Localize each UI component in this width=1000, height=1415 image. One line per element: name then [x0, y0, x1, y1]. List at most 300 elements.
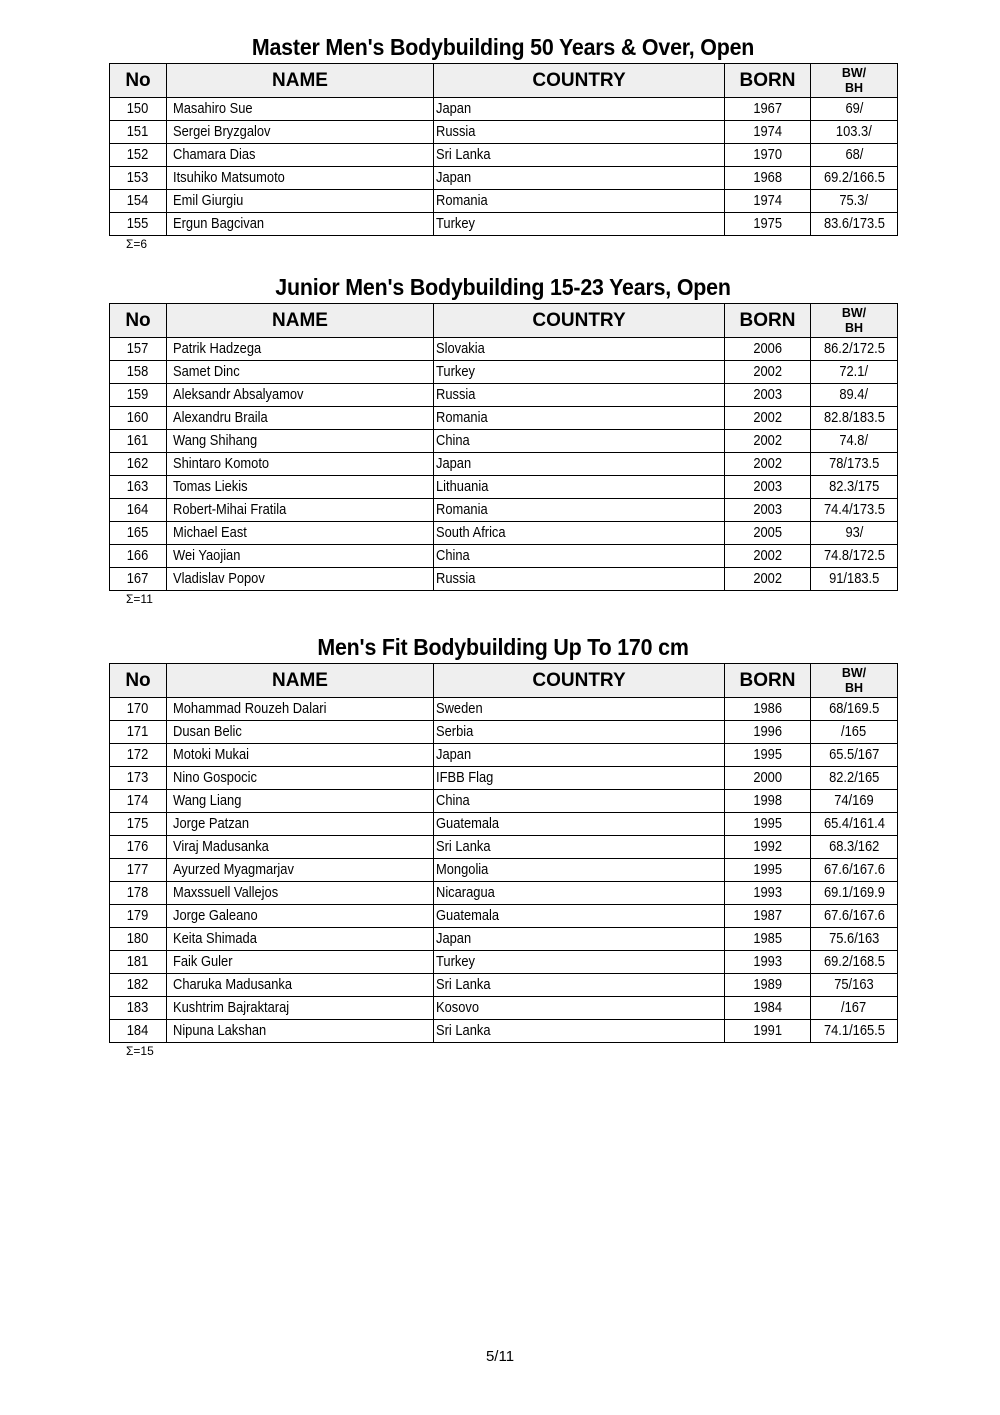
cell-country-text: Mongolia — [436, 861, 489, 878]
cell-name-text: Jorge Galeano — [173, 907, 258, 924]
cell-born-text: 1987 — [753, 907, 782, 924]
cell-name — [167, 121, 434, 144]
cell-born — [725, 522, 811, 545]
cell-no — [110, 997, 167, 1020]
cell-no — [110, 568, 167, 591]
cell-no — [110, 859, 167, 882]
cell-born-text: 1984 — [753, 999, 782, 1016]
cell-bw-bh-text: 69.1/169.9 — [823, 884, 885, 901]
cell-country-text: Romania — [436, 501, 488, 518]
cell-country — [434, 859, 725, 882]
cell-born-text: 2002 — [753, 363, 782, 380]
table-row — [110, 951, 898, 974]
cell-no-text: 153 — [127, 169, 149, 186]
cell-born — [725, 951, 811, 974]
table-row — [110, 338, 898, 361]
cell-country-text: Russia — [436, 570, 476, 587]
cell-no — [110, 338, 167, 361]
cell-bw-bh-text: 68.3/162 — [828, 838, 880, 855]
cell-no — [110, 974, 167, 997]
table-row — [110, 744, 898, 767]
table-row — [110, 407, 898, 430]
header-bh: BH — [844, 80, 864, 95]
results-table — [109, 663, 898, 1043]
cell-name-text: Tomas Liekis — [173, 478, 248, 495]
cell-born — [725, 568, 811, 591]
cell-born — [725, 545, 811, 568]
cell-no-text: 164 — [127, 501, 149, 518]
cell-name — [167, 361, 434, 384]
cell-born — [725, 384, 811, 407]
cell-no — [110, 522, 167, 545]
table-row — [110, 98, 898, 121]
cell-no-text: 180 — [127, 930, 149, 947]
cell-bw-bh — [811, 1020, 898, 1043]
cell-country-text: Sweden — [436, 700, 483, 717]
cell-bw-bh-text: 68/ — [845, 146, 863, 163]
cell-name — [167, 98, 434, 121]
table-row — [110, 813, 898, 836]
cell-country-text: Romania — [436, 192, 488, 209]
header-born: BORN — [725, 304, 811, 338]
cell-born-text: 2003 — [753, 501, 782, 518]
cell-bw-bh-text: 65.5/167 — [828, 746, 880, 763]
cell-no — [110, 476, 167, 499]
cell-country — [434, 453, 725, 476]
cell-born-text: 1991 — [753, 1022, 782, 1039]
cell-name — [167, 384, 434, 407]
header-name: NAME — [167, 64, 434, 98]
cell-born — [725, 698, 811, 721]
cell-country-text: Sri Lanka — [436, 838, 491, 855]
header-bw: BW/ — [841, 305, 867, 320]
cell-name-text: Wang Liang — [173, 792, 242, 809]
cell-bw-bh-text: 75.3/ — [839, 192, 869, 209]
cell-born — [725, 407, 811, 430]
cell-no-text: 173 — [127, 769, 149, 786]
cell-bw-bh-text: 67.6/167.6 — [823, 861, 885, 878]
cell-bw-bh-text: 75/163 — [834, 976, 874, 993]
cell-born-text: 1995 — [753, 815, 782, 832]
cell-born-text: 1986 — [753, 700, 782, 717]
cell-name-text: Sergei Bryzgalov — [173, 123, 271, 140]
cell-no-text: 162 — [127, 455, 149, 472]
cell-country-text: Guatemala — [436, 815, 500, 832]
table-row — [110, 997, 898, 1020]
header-bh: BH — [844, 680, 864, 695]
cell-bw-bh-text: 74/169 — [834, 792, 874, 809]
cell-name — [167, 499, 434, 522]
cell-born-text: 1970 — [753, 146, 782, 163]
cell-bw-bh — [811, 721, 898, 744]
cell-name-text: Samet Dinc — [173, 363, 240, 380]
cell-country-text: Slovakia — [436, 340, 485, 357]
cell-name — [167, 1020, 434, 1043]
cell-born — [725, 361, 811, 384]
cell-born-text: 1996 — [753, 723, 782, 740]
cell-born — [725, 721, 811, 744]
table-row — [110, 361, 898, 384]
cell-country — [434, 499, 725, 522]
cell-no-text: 157 — [127, 340, 149, 357]
cell-country — [434, 698, 725, 721]
cell-born — [725, 476, 811, 499]
cell-born — [725, 121, 811, 144]
cell-no — [110, 167, 167, 190]
cell-bw-bh — [811, 905, 898, 928]
section-title: Master Men's Bodybuilding 50 Years & Over, Open — [251, 34, 755, 60]
cell-born-text: 1998 — [753, 792, 782, 809]
cell-name-text: Mohammad Rouzeh Dalari — [173, 700, 327, 717]
cell-country — [434, 522, 725, 545]
cell-bw-bh-text: 72.1/ — [839, 363, 869, 380]
cell-bw-bh — [811, 698, 898, 721]
cell-no — [110, 144, 167, 167]
table-header-row — [110, 304, 898, 338]
header-no: No — [110, 664, 167, 698]
table-row — [110, 167, 898, 190]
cell-name-text: Nino Gospocic — [173, 769, 257, 786]
cell-born-text: 2002 — [753, 547, 782, 564]
cell-no-text: 163 — [127, 478, 149, 495]
section-title: Junior Men's Bodybuilding 15-23 Years, Open — [275, 274, 731, 300]
cell-name — [167, 476, 434, 499]
cell-name-text: Robert-Mihai Fratila — [173, 501, 287, 518]
cell-no-text: 159 — [127, 386, 149, 403]
cell-name-text: Alexandru Braila — [173, 409, 268, 426]
cell-name-text: Michael East — [173, 524, 247, 541]
header-no: No — [110, 304, 167, 338]
cell-country-text: Japan — [436, 100, 472, 117]
cell-no — [110, 545, 167, 568]
cell-name-text: Motoki Mukai — [173, 746, 249, 763]
cell-country — [434, 361, 725, 384]
cell-no-text: 151 — [127, 123, 149, 140]
header-name: NAME — [167, 664, 434, 698]
cell-no-text: 166 — [127, 547, 149, 564]
table-row — [110, 836, 898, 859]
cell-country-text: China — [436, 792, 470, 809]
cell-no-text: 150 — [127, 100, 149, 117]
cell-country — [434, 974, 725, 997]
cell-bw-bh — [811, 407, 898, 430]
cell-name — [167, 167, 434, 190]
cell-country — [434, 384, 725, 407]
table-row — [110, 790, 898, 813]
cell-country-text: Guatemala — [436, 907, 500, 924]
table-row — [110, 974, 898, 997]
header-bw: BW/ — [841, 665, 867, 680]
header-name: NAME — [167, 304, 434, 338]
cell-bw-bh — [811, 859, 898, 882]
cell-no — [110, 928, 167, 951]
cell-name-text: Keita Shimada — [173, 930, 257, 947]
cell-no — [110, 430, 167, 453]
cell-bw-bh — [811, 476, 898, 499]
cell-no-text: 161 — [127, 432, 149, 449]
cell-name — [167, 407, 434, 430]
cell-bw-bh-text: 86.2/172.5 — [823, 340, 885, 357]
cell-name-text: Ergun Bagcivan — [173, 215, 265, 232]
cell-no-text: 184 — [127, 1022, 149, 1039]
cell-born — [725, 767, 811, 790]
cell-name-text: Wei Yaojian — [173, 547, 241, 564]
cell-name-text: Dusan Belic — [173, 723, 242, 740]
cell-born — [725, 430, 811, 453]
cell-born-text: 1974 — [753, 123, 782, 140]
cell-born — [725, 453, 811, 476]
cell-name — [167, 698, 434, 721]
cell-no-text: 183 — [127, 999, 149, 1016]
cell-country-text: Serbia — [436, 723, 474, 740]
cell-born-text: 2002 — [753, 570, 782, 587]
section-count: Σ=15 — [126, 1044, 154, 1058]
cell-country-text: IFBB Flag — [436, 769, 494, 786]
cell-no — [110, 836, 167, 859]
cell-country — [434, 790, 725, 813]
cell-born-text: 2006 — [753, 340, 782, 357]
cell-country — [434, 882, 725, 905]
table-row — [110, 698, 898, 721]
cell-bw-bh-text: 69.2/166.5 — [823, 169, 885, 186]
table-row — [110, 905, 898, 928]
cell-bw-bh — [811, 167, 898, 190]
cell-bw-bh — [811, 121, 898, 144]
cell-country — [434, 167, 725, 190]
cell-name — [167, 790, 434, 813]
table-row — [110, 499, 898, 522]
cell-bw-bh-text: 65.4/161.4 — [823, 815, 885, 832]
cell-name — [167, 974, 434, 997]
cell-born-text: 2005 — [753, 524, 782, 541]
cell-name-text: Jorge Patzan — [173, 815, 250, 832]
cell-born — [725, 974, 811, 997]
table-header-row — [110, 64, 898, 98]
cell-bw-bh — [811, 882, 898, 905]
cell-no — [110, 453, 167, 476]
cell-country — [434, 476, 725, 499]
cell-name — [167, 813, 434, 836]
cell-born — [725, 744, 811, 767]
cell-bw-bh — [811, 997, 898, 1020]
cell-no-text: 155 — [127, 215, 149, 232]
section-mens-fit — [109, 632, 897, 1059]
table-row — [110, 928, 898, 951]
cell-name-text: Maxssuell Vallejos — [173, 884, 279, 901]
cell-name — [167, 721, 434, 744]
cell-no-text: 160 — [127, 409, 149, 426]
cell-born — [725, 813, 811, 836]
table-row — [110, 545, 898, 568]
cell-born-text: 2003 — [753, 386, 782, 403]
table-row — [110, 767, 898, 790]
cell-born-text: 1985 — [753, 930, 782, 947]
cell-no — [110, 361, 167, 384]
cell-country — [434, 144, 725, 167]
cell-country-text: Sri Lanka — [436, 976, 491, 993]
cell-bw-bh-text: 74.8/ — [839, 432, 869, 449]
cell-no-text: 171 — [127, 723, 149, 740]
section-count: Σ=11 — [126, 592, 153, 606]
cell-name — [167, 190, 434, 213]
cell-no — [110, 813, 167, 836]
table-row — [110, 121, 898, 144]
cell-name-text: Viraj Madusanka — [173, 838, 269, 855]
cell-country — [434, 190, 725, 213]
cell-born — [725, 144, 811, 167]
cell-no — [110, 121, 167, 144]
header-bw-bh — [811, 64, 898, 98]
cell-country — [434, 767, 725, 790]
cell-country-text: Turkey — [436, 953, 475, 970]
cell-bw-bh — [811, 144, 898, 167]
cell-bw-bh — [811, 974, 898, 997]
cell-country — [434, 121, 725, 144]
cell-country-text: Russia — [436, 123, 476, 140]
cell-bw-bh — [811, 522, 898, 545]
section-count: Σ=6 — [126, 237, 148, 251]
cell-country-text: Romania — [436, 409, 488, 426]
cell-country-text: Lithuania — [436, 478, 489, 495]
cell-country-text: South Africa — [436, 524, 506, 541]
table-row — [110, 476, 898, 499]
cell-country — [434, 813, 725, 836]
cell-no-text: 167 — [127, 570, 149, 587]
cell-country — [434, 836, 725, 859]
cell-bw-bh-text: 75.6/163 — [828, 930, 880, 947]
cell-country — [434, 213, 725, 236]
cell-name — [167, 836, 434, 859]
cell-country-text: China — [436, 547, 470, 564]
cell-born — [725, 338, 811, 361]
page-number: 5/11 — [485, 1348, 515, 1365]
cell-name — [167, 882, 434, 905]
header-bw: BW/ — [841, 65, 867, 80]
cell-no-text: 152 — [127, 146, 149, 163]
cell-name-text: Masahiro Sue — [173, 100, 253, 117]
cell-no-text: 182 — [127, 976, 149, 993]
results-table — [109, 303, 898, 591]
cell-bw-bh — [811, 98, 898, 121]
cell-name-text: Ayurzed Myagmarjav — [173, 861, 294, 878]
cell-name — [167, 522, 434, 545]
cell-no — [110, 98, 167, 121]
cell-no — [110, 790, 167, 813]
cell-name — [167, 928, 434, 951]
cell-bw-bh-text: 74.1/165.5 — [823, 1022, 885, 1039]
section-junior-men — [109, 272, 897, 607]
cell-bw-bh — [811, 453, 898, 476]
section-title: Men's Fit Bodybuilding Up To 170 cm — [317, 634, 689, 660]
cell-country-text: Turkey — [436, 215, 475, 232]
cell-no-text: 174 — [127, 792, 149, 809]
cell-no — [110, 190, 167, 213]
table-row — [110, 1020, 898, 1043]
cell-born — [725, 1020, 811, 1043]
header-country: COUNTRY — [434, 304, 725, 338]
cell-country — [434, 905, 725, 928]
results-table — [109, 63, 898, 236]
cell-born-text: 1967 — [753, 100, 782, 117]
cell-country — [434, 407, 725, 430]
cell-country — [434, 721, 725, 744]
cell-bw-bh — [811, 430, 898, 453]
cell-born — [725, 499, 811, 522]
table-row — [110, 144, 898, 167]
cell-no — [110, 407, 167, 430]
cell-born — [725, 882, 811, 905]
table-row — [110, 522, 898, 545]
cell-bw-bh-text: 82.8/183.5 — [823, 409, 885, 426]
cell-bw-bh-text: 82.3/175 — [828, 478, 880, 495]
cell-country — [434, 545, 725, 568]
cell-bw-bh-text: 74.4/173.5 — [823, 501, 885, 518]
cell-bw-bh — [811, 338, 898, 361]
cell-no — [110, 1020, 167, 1043]
cell-name — [167, 144, 434, 167]
cell-no-text: 175 — [127, 815, 149, 832]
cell-bw-bh — [811, 545, 898, 568]
cell-no — [110, 882, 167, 905]
cell-no-text: 177 — [127, 861, 149, 878]
cell-bw-bh — [811, 836, 898, 859]
header-bh: BH — [844, 320, 864, 335]
cell-bw-bh — [811, 213, 898, 236]
cell-born — [725, 98, 811, 121]
cell-country — [434, 1020, 725, 1043]
cell-name-text: Chamara Dias — [173, 146, 256, 163]
header-bw-bh — [811, 304, 898, 338]
cell-country-text: Nicaragua — [436, 884, 495, 901]
cell-born-text: 1975 — [753, 215, 782, 232]
cell-bw-bh — [811, 928, 898, 951]
cell-no-text: 176 — [127, 838, 149, 855]
cell-born — [725, 213, 811, 236]
cell-bw-bh-text: 82.2/165 — [828, 769, 880, 786]
cell-bw-bh-text: 91/183.5 — [828, 570, 880, 587]
cell-country-text: Turkey — [436, 363, 475, 380]
cell-bw-bh-text: 69/ — [845, 100, 863, 117]
cell-no — [110, 905, 167, 928]
cell-name-text: Shintaro Komoto — [173, 455, 270, 472]
cell-name-text: Charuka Madusanka — [173, 976, 293, 993]
cell-born — [725, 790, 811, 813]
cell-born-text: 1995 — [753, 861, 782, 878]
cell-no — [110, 213, 167, 236]
cell-bw-bh-text: 67.6/167.6 — [823, 907, 885, 924]
cell-no-text: 181 — [127, 953, 149, 970]
cell-born — [725, 859, 811, 882]
cell-no — [110, 499, 167, 522]
cell-no — [110, 698, 167, 721]
cell-born — [725, 905, 811, 928]
cell-bw-bh-text: /167 — [841, 999, 867, 1016]
cell-born-text: 1995 — [753, 746, 782, 763]
cell-bw-bh — [811, 568, 898, 591]
cell-country — [434, 98, 725, 121]
cell-bw-bh-text: /165 — [841, 723, 867, 740]
cell-name — [167, 568, 434, 591]
cell-bw-bh-text: 93/ — [845, 524, 863, 541]
cell-no-text: 178 — [127, 884, 149, 901]
header-no: No — [110, 64, 167, 98]
cell-country — [434, 568, 725, 591]
cell-bw-bh-text: 68/169.5 — [828, 700, 880, 717]
cell-name — [167, 430, 434, 453]
cell-name — [167, 545, 434, 568]
cell-born — [725, 190, 811, 213]
cell-born — [725, 997, 811, 1020]
